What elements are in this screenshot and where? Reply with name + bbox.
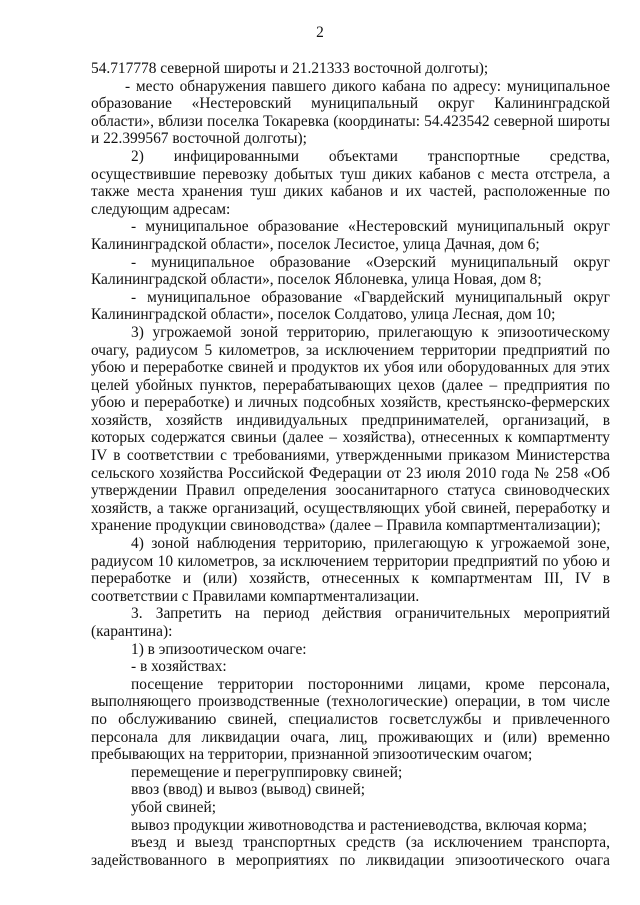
paragraph-slaughter-ban: убой свиней; [131,798,217,816]
page-number: 2 [316,24,324,41]
paragraph-in-farms: - в хозяйствах: [131,658,227,676]
paragraph-in-outbreak: 1) в эпизоотическом очаге: [131,640,307,658]
paragraph-visits-ban: посещение территории посторонними лицами, кроме персонала, выполняющего производственные (технологические) операции, в том числе по обслуживанию свиней, специалистов госветслужбы и привлеченного персонала для ликвидации очага, лиц, проживающих и (или) временно пребывающих на территории, признанной эпизоотическим очагом; [91,675,610,764]
paragraph-address-ozersk: - муниципальное образование «Озерский муниципальный округ Калининградской области», поселок Яблоневка, улица Новая, дом 8; [91,253,610,289]
paragraph-address-nesterov: - муниципальное образование «Нестеровский муниципальный округ Калининградской области», поселок Лесистое, улица Дачная, дом 6; [91,218,610,253]
document-body [91,60,610,869]
paragraph-products-export-ban: вывоз продукции животноводства и растениеводства, включая корма; [131,816,587,834]
paragraph-coordinates-end: 54.717778 северной широты и 21.21333 восточной долготы); [91,60,489,77]
paragraph-dead-boar-location: - место обнаружения павшего дикого кабана по адресу: муниципальное образование «Нестеровский муниципальный округ Калининградской области», вблизи поселка Токаревка (координаты: 54.423542 северной широты и 22.399567 восточной долготы); [91,77,610,148]
paragraph-address-gvardeysk: - муниципальное образование «Гвардейский муниципальный округ Калининградской области», поселок Солдатово, улица Лесная, дом 10; [91,288,610,324]
paragraph-vehicle-ban: въезд и выезд транспортных средств (за исключением транспорта, задействованного в мероприятиях по ликвидации эпизоотического очага [91,834,610,869]
paragraph-regrouping-ban: перемещение и перегруппировку свиней; [131,763,403,781]
paragraph-prohibit-heading: 3. Запретить на период действия ограничительных мероприятий (карантина): [91,605,610,640]
paragraph-import-export-ban: ввоз (ввод) и вывоз (вывод) свиней; [131,781,365,799]
paragraph-infected-objects: 2) инфицированными объектами транспортные средства, осуществившие перевозку добытых туш диких кабанов с места отстрела, а также места хранения туш диких кабанов и их частей, расположенные по следующим адресам: [91,147,610,218]
paragraph-surveillance-zone: 4) зоной наблюдения территорию, прилегающую к угрожаемой зоне, радиусом 10 километров, за исключением территории предприятий по убою и переработке и (или) хозяйств, отнесенных к компартментам III, IV в соответствии с Правилами компартментализации. [91,535,610,605]
paragraph-threatened-zone: 3) угрожаемой зоной территорию, прилегающую к эпизоотическому очагу, радиусом 5 километров, за исключением территории предприятий по убою и переработке свиней и продуктов их убоя или оборудованных для этих целей убойных пунктов, перерабатывающих цехов (далее – предприятия по убою и переработке) и личных подсобных хозяйств, крестьянско-фермерских хозяйств, хозяйств индивидуальных предпринимателей, организаций, в которых содержатся свиньи (далее – хозяйства), отнесенных к компартменту IV в соответствии с требованиями, утвержденными приказом Министерства сельского хозяйства Российской Федерации от 23 июля 2010 года № 258 «Об утверждении Правил определения зоосанитарного статуса свиноводческих хозяйств, а также организаций, осуществляющих убой свиней, переработку и хранение продукции свиноводства» (далее – Правила компартментализации); [91,323,610,535]
